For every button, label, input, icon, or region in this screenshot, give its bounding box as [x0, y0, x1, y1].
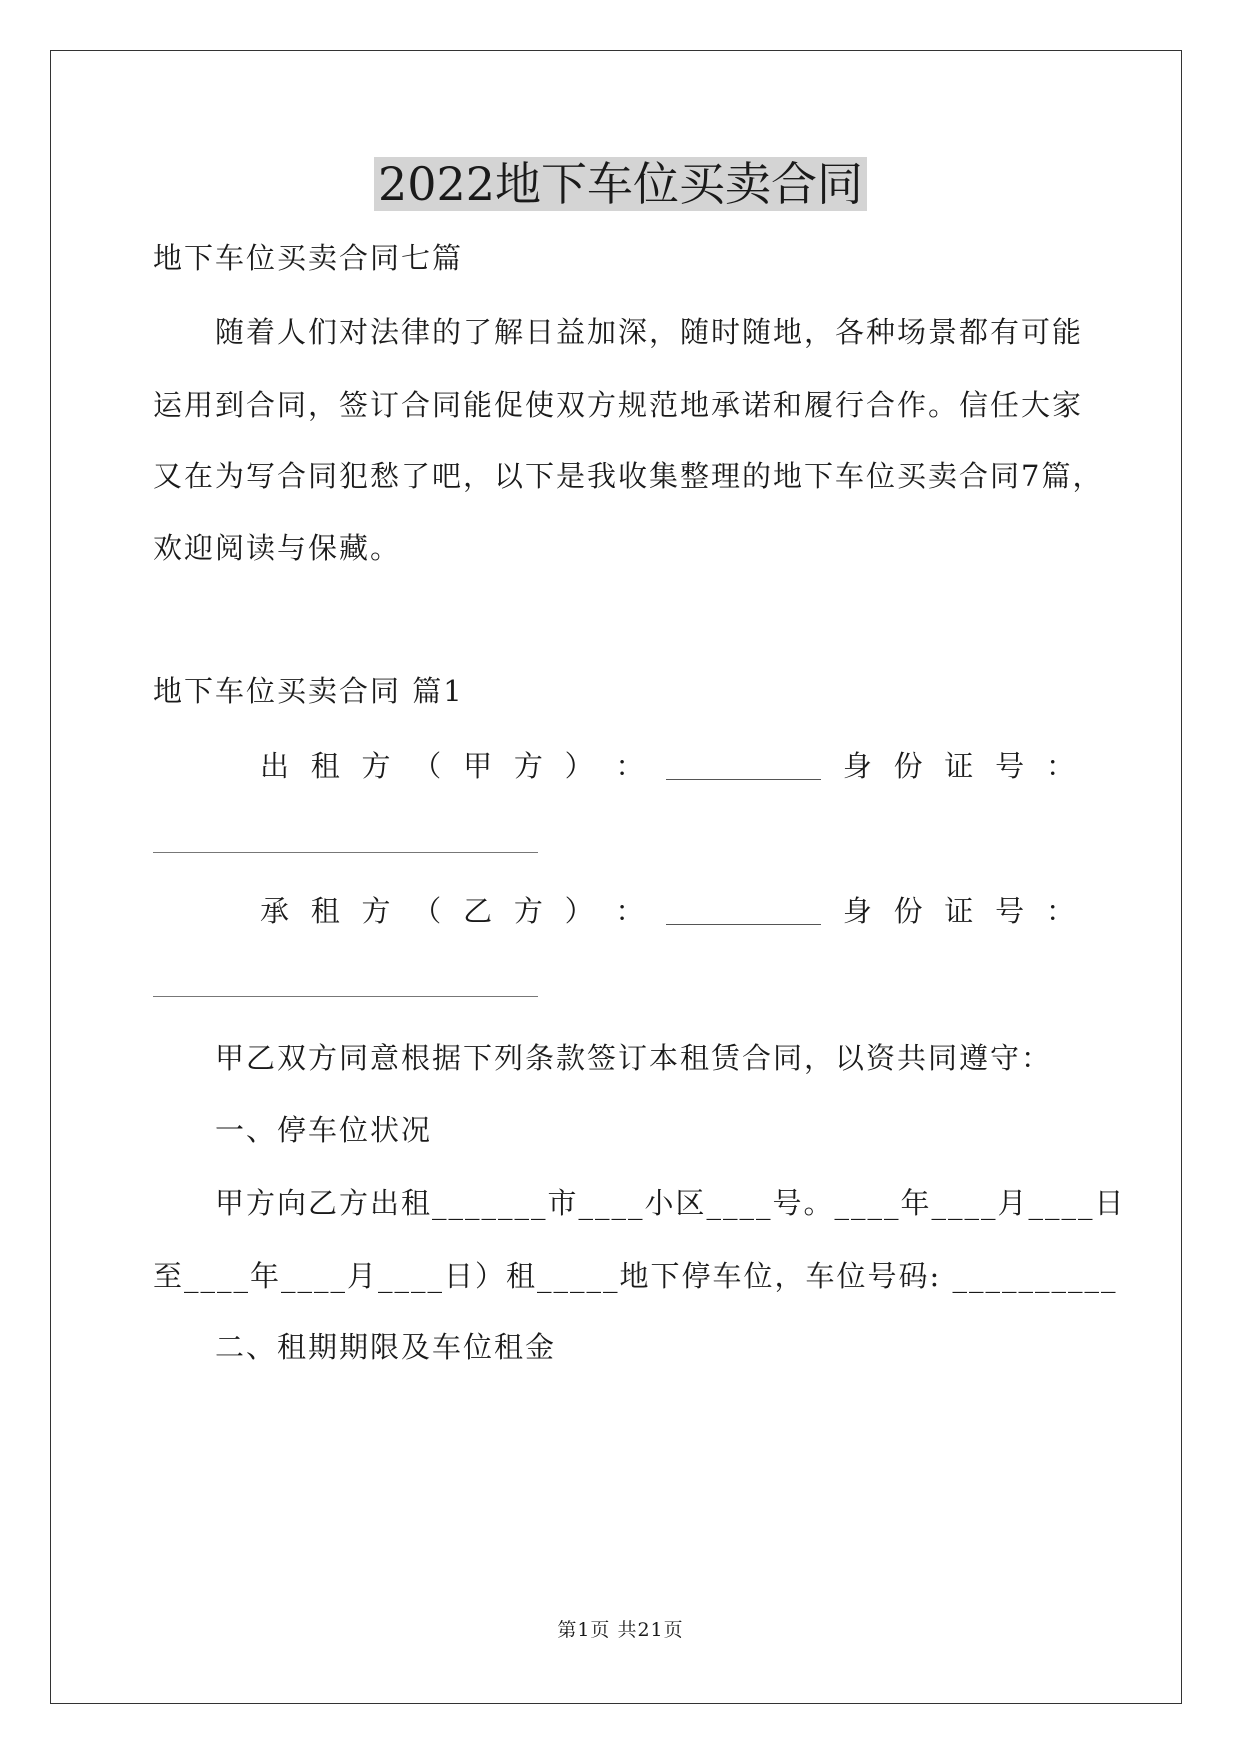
- lessor-char: 方: [513, 749, 543, 783]
- intro-line-2: 运用到合同，签订合同能促使双方规范地承诺和履行合作。信任大家: [153, 388, 1084, 422]
- lessee-char: （: [412, 894, 442, 928]
- clause-1-line-1: 甲方向乙方出租_______市____小区____号。____年____月____日: [215, 1186, 1126, 1220]
- lessee-id-char: 证: [944, 894, 974, 928]
- intro-line-3: 又在为写合同犯愁了吧，以下是我收集整理的地下车位买卖合同7篇，: [153, 459, 1104, 493]
- agreement-statement: 甲乙双方同意根据下列条款签订本租赁合同，以资共同遵守：: [215, 1041, 1053, 1075]
- lessee-char: 乙: [463, 894, 493, 928]
- lessee-id-char: 身: [842, 894, 872, 928]
- document-subtitle: 地下车位买卖合同七篇: [153, 241, 464, 275]
- lessor-name-blank: [666, 753, 821, 780]
- lessor-id-char: 份: [893, 749, 923, 783]
- lessor-id-char: 号: [995, 749, 1025, 783]
- lessor-char: 甲: [463, 749, 493, 783]
- lessor-id-char: 证: [944, 749, 974, 783]
- document-title: [0, 155, 1241, 213]
- clause-2-heading: 二、租期期限及车位租金: [215, 1330, 557, 1364]
- lessee-char: ：: [615, 894, 645, 928]
- lessor-id-char: 身: [842, 749, 872, 783]
- lessee-char: ）: [564, 894, 594, 928]
- intro-line-1: 随着人们对法律的了解日益加深，随时随地，各种场景都有可能: [215, 315, 1084, 349]
- intro-line-4: 欢迎阅读与保藏。: [153, 531, 402, 565]
- lessor-id-blank: [153, 852, 538, 853]
- lessor-line: [260, 746, 1075, 786]
- page-number-footer: 第1页 共21页: [557, 1619, 684, 1641]
- lessee-id-char: 份: [893, 894, 923, 928]
- lessor-char: ）: [564, 749, 594, 783]
- section-heading: 地下车位买卖合同 篇1: [153, 674, 464, 708]
- lessee-char: 租: [310, 894, 340, 928]
- lessor-char: ：: [615, 749, 645, 783]
- page-border: [50, 50, 1182, 1704]
- lessee-id-blank: [153, 996, 538, 997]
- lessee-char: 承: [260, 894, 290, 928]
- lessee-id-char: ：: [1045, 894, 1075, 928]
- lessor-char: （: [412, 749, 442, 783]
- document-title-text: 2022地下车位买卖合同: [374, 157, 867, 211]
- lessee-char: 方: [361, 894, 391, 928]
- lessor-char: 租: [310, 749, 340, 783]
- lessee-name-blank: [666, 898, 821, 925]
- lessee-id-char: 号: [995, 894, 1025, 928]
- clause-1-line-2: 至____年____月____日）租_____地下停车位，车位号码: __________: [153, 1259, 1118, 1293]
- lessee-line: [260, 891, 1075, 931]
- lessor-id-char: ：: [1045, 749, 1075, 783]
- lessor-char: 出: [260, 749, 290, 783]
- lessor-char: 方: [361, 749, 391, 783]
- lessee-char: 方: [513, 894, 543, 928]
- clause-1-heading: 一、停车位状况: [215, 1113, 433, 1147]
